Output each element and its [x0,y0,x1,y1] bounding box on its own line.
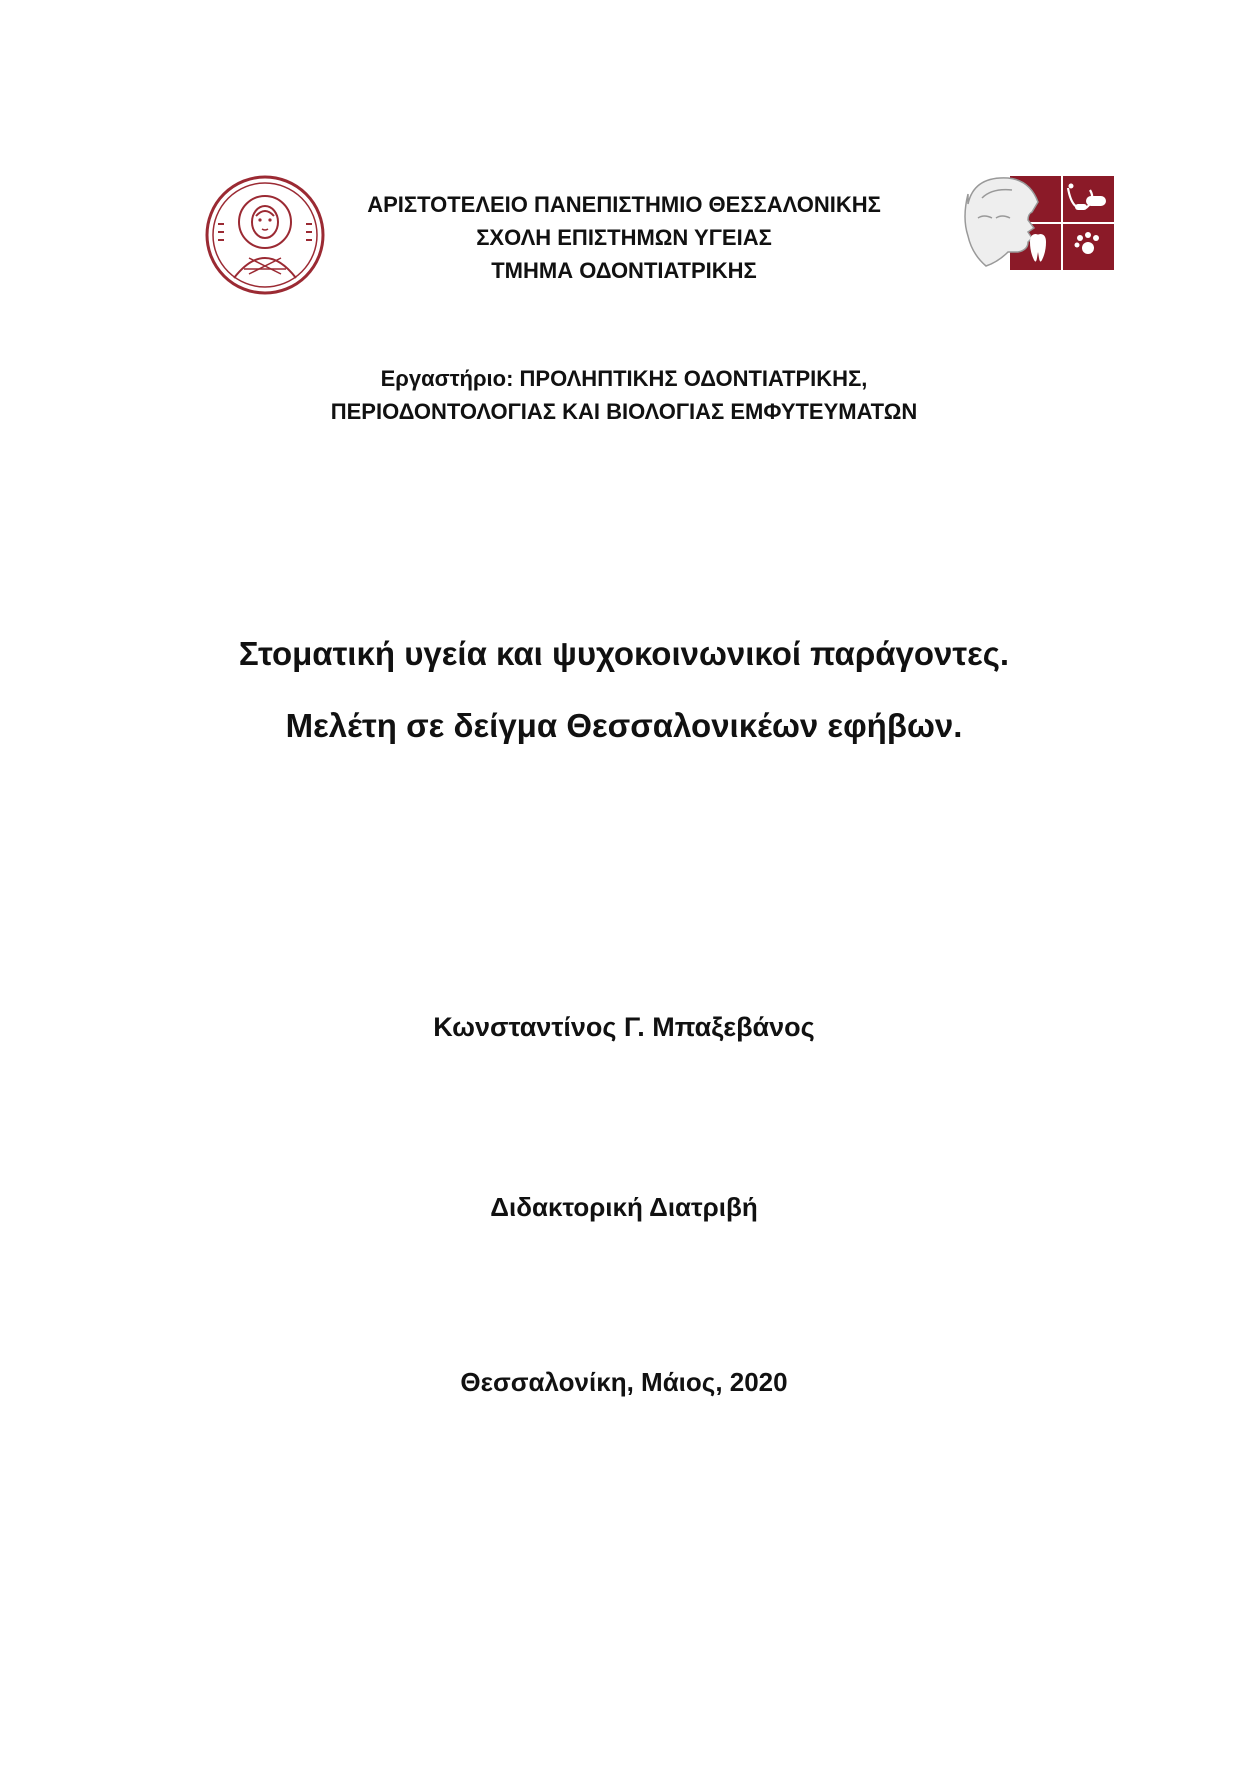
laboratory-line-2: ΠΕΡΙΟΔΟΝΤΟΛΟΓΙΑΣ ΚΑΙ ΒΙΟΛΟΓΙΑΣ ΕΜΦΥΤΕΥΜΑΤΩΝ [330,399,918,424]
thesis-title-line-2: Μελέτη σε δείγμα Θεσσαλονικέων εφήβων. [285,707,963,744]
university-name: ΑΡΙΣΤΟΤΕΛΕΙΟ ΠΑΝΕΠΙΣΤΗΜΙΟ ΘΕΣΣΑΛΟΝΙΚΗΣ [367,192,881,217]
place-date: Θεσσαλονίκη, Μάιος, 2020 [460,1367,788,1397]
thesis-title-line-1: Στοματική υγεία και ψυχοκοινωνικοί παράγοντες. [238,635,1010,672]
document-type: Διδακτορική Διατριβή [490,1192,758,1222]
school-name: ΣΧΟΛΗ ΕΠΙΣΤΗΜΩΝ ΥΓΕΙΑΣ [476,225,772,250]
laboratory-line-1: Εργαστήριο: ΠΡΟΛΗΠΤΙΚΗΣ ΟΔΟΝΤΙΑΤΡΙΚΗΣ, [380,366,868,391]
department-name: ΤΜΗΜΑ ΟΔΟΝΤΙΑΤΡΙΚΗΣ [491,258,757,283]
author-name: Κωνσταντίνος Γ. Μπαξεβάνος [433,1012,815,1042]
